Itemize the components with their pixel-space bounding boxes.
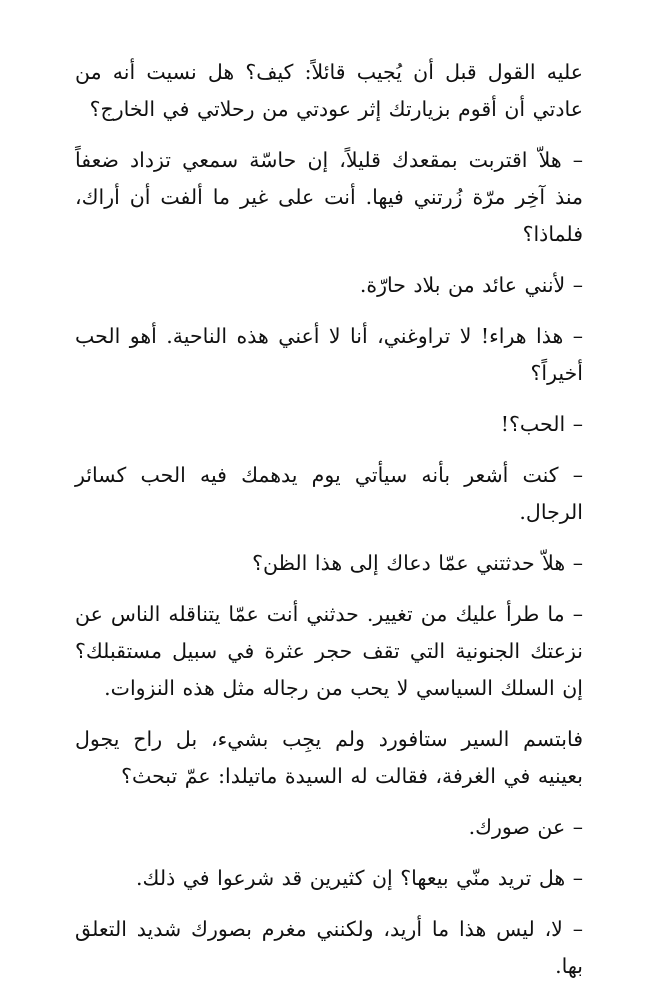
paragraph-12: – لا، ليس هذا ما أريد، ولكنني مغرم بصورك شديد التعلق بها. (75, 917, 583, 978)
paragraph-5: – الحب؟! (500, 412, 583, 436)
paragraph-8: – ما طرأ عليك من تغيير. حدثني أنت عمّا يتناقله الناس عن نزعتك الجنونية التي تقف حجر عثرة في سبيل مستقبلك؟ إن السلك السياسي لا يحب من رجاله مثل هذه النزوات. (75, 602, 583, 700)
paragraph-2: – هلاّ اقتربت بمقعدك قليلاً، إن حاسّة سمعي تزداد ضعفاً منذ آخِر مرّة زُرتني فيها. أنت على غير ما ألفت أن أراك، فلماذا؟ (75, 148, 583, 246)
paragraph-9: فابتسم السير ستافورد ولم يجِب بشيء، بل راح يجول بعينيه في الغرفة، فقالت له السيدة ماتيلدا: عمّ تبحث؟ (75, 727, 583, 788)
paragraph-1: عليه القول قبل أن يُجيب قائلاً: كيف؟ هل نسيت أنه من عادتي أن أقوم بزيارتك إثر عودتي من رحلاتي في الخارج؟ (75, 60, 583, 121)
paragraph-3: – لأنني عائد من بلاد حارّة. (359, 273, 583, 297)
paragraph-6: – كنت أشعر بأنه سيأتي يوم يدهمك فيه الحب كسائر الرجال. (75, 463, 583, 524)
paragraph-11: – هل تريد منّي بيعها؟ إن كثيرين قد شرعوا في ذلك. (136, 866, 583, 890)
paragraph-10: – عن صورك. (468, 815, 583, 839)
paragraph-7: – هلاّ حدثتني عمّا دعاك إلى هذا الظن؟ (252, 551, 583, 575)
paragraph-4: – هذا هراء! لا تراوغني، أنا لا أعني هذه الناحية. أهو الحب أخيراً؟ (75, 324, 583, 385)
